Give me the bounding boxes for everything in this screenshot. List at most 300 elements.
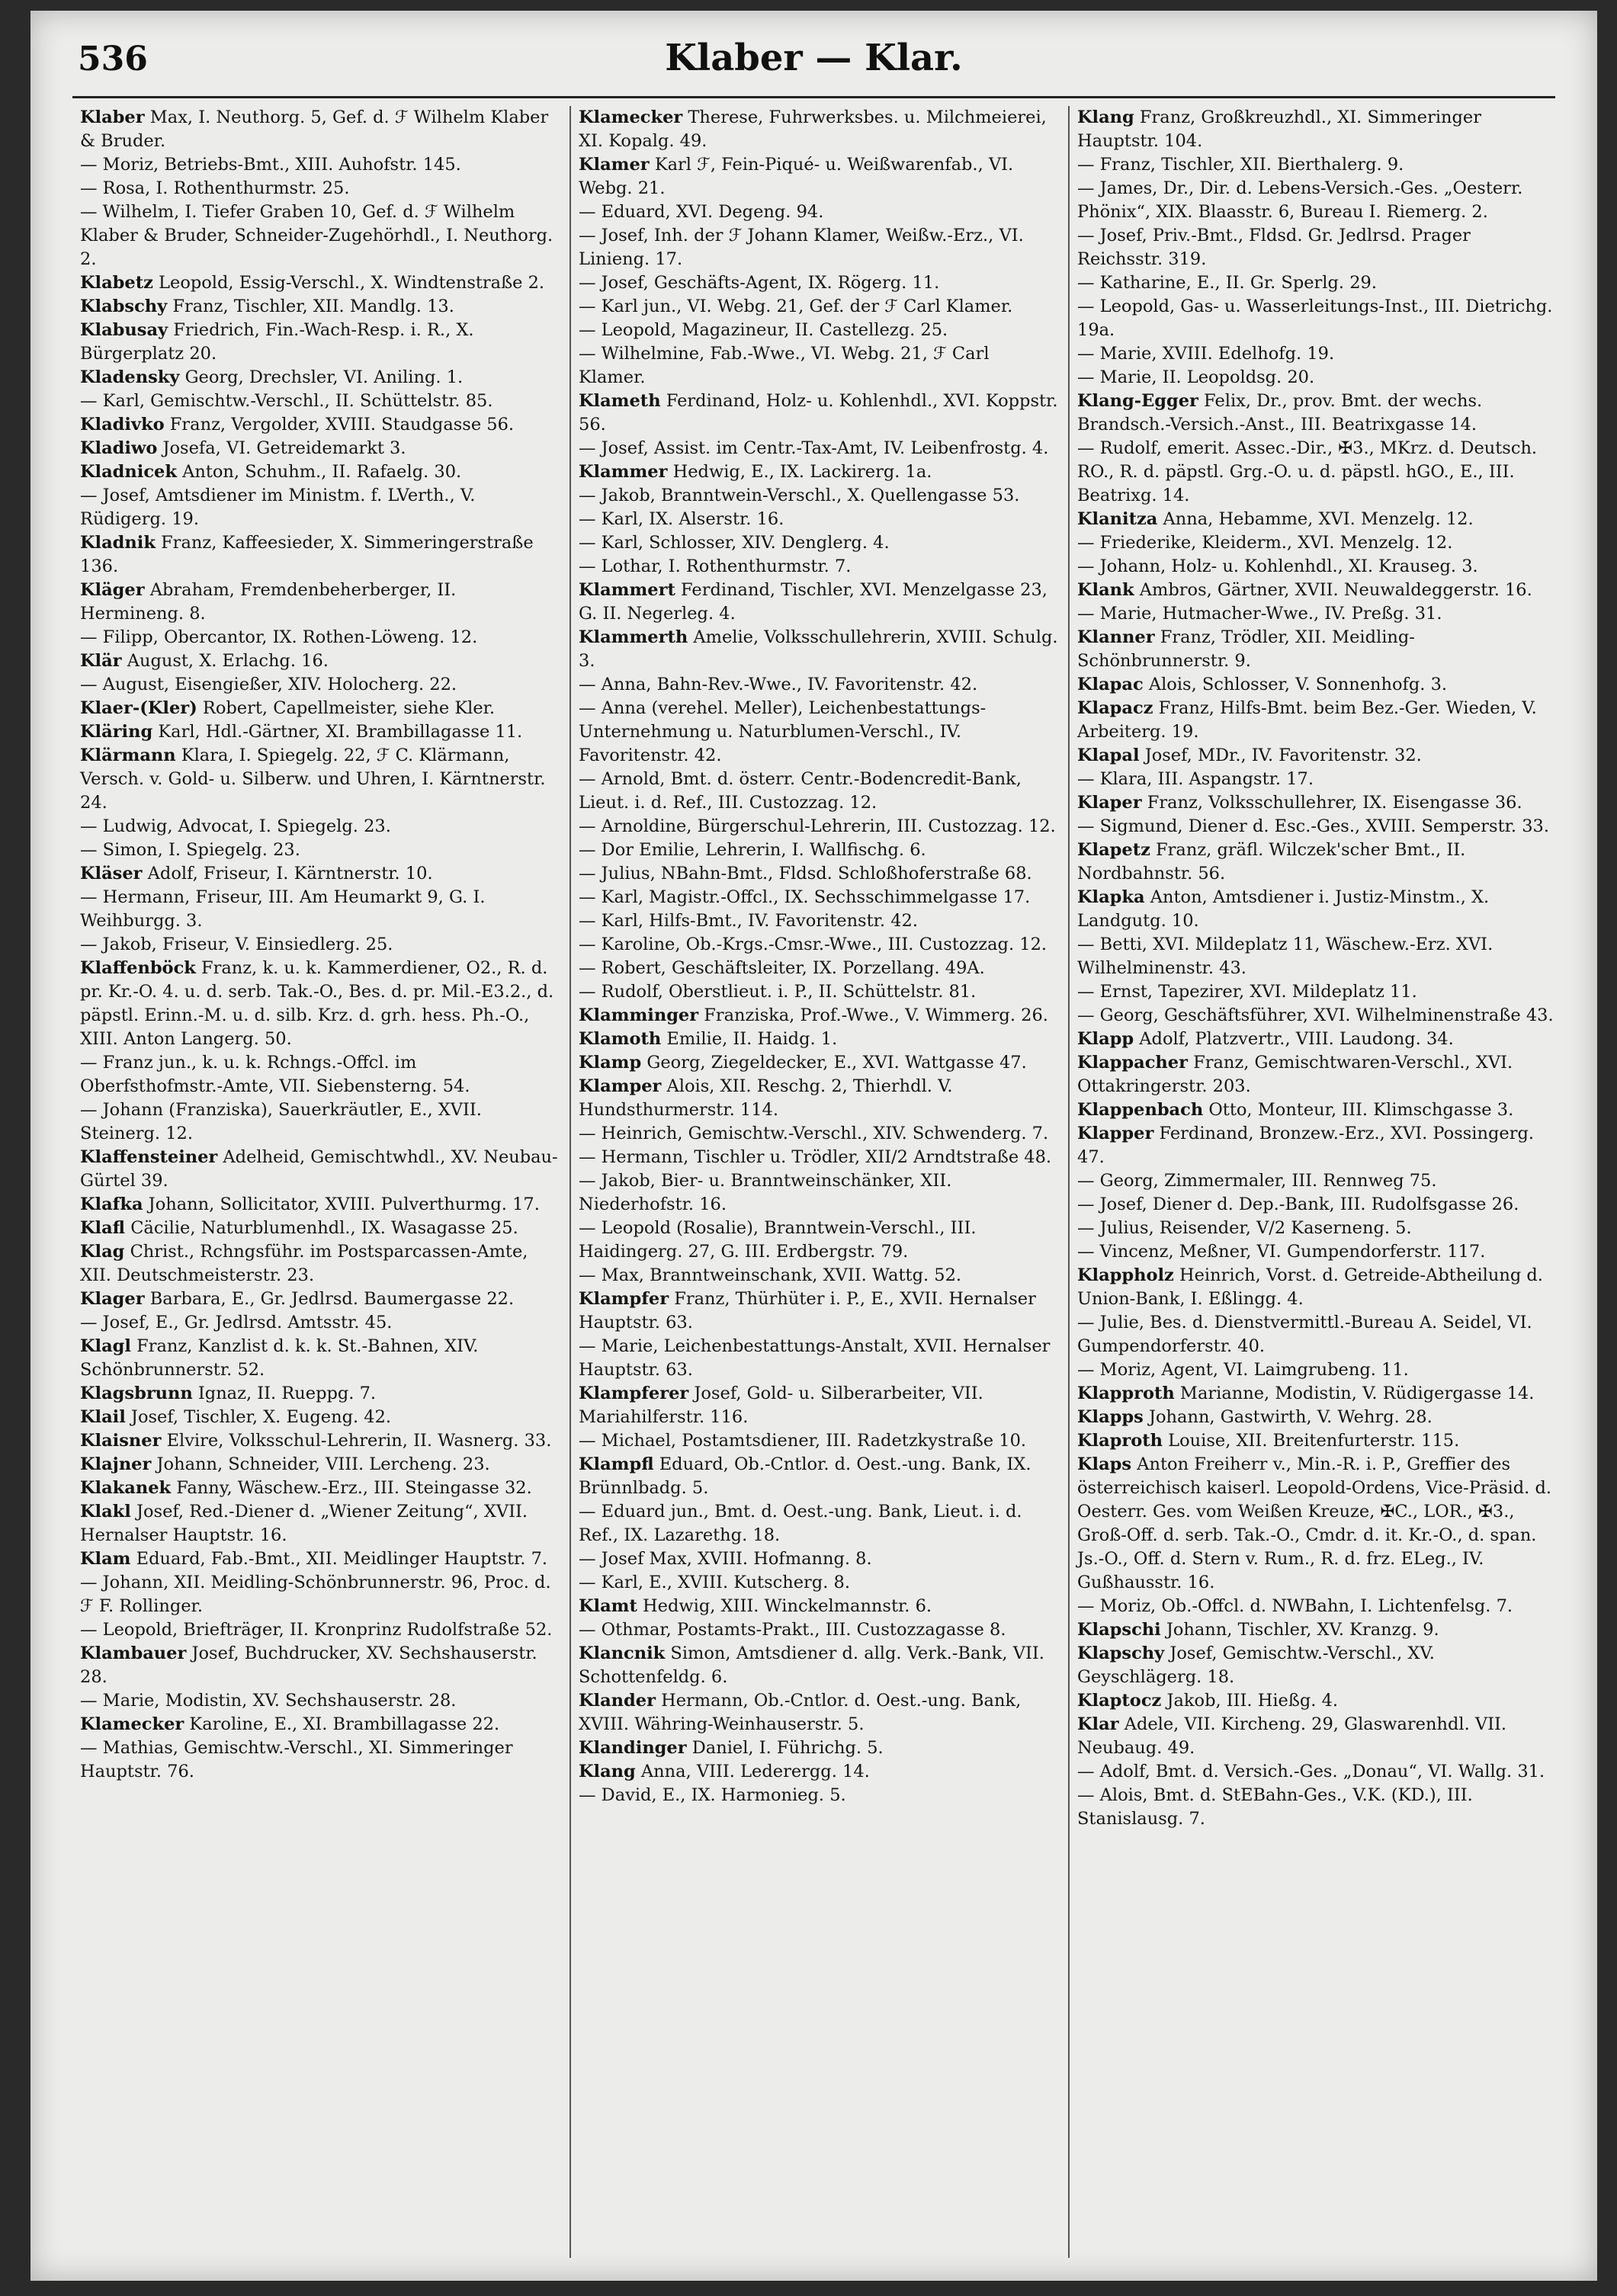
entry-text: — Heinrich, Gemischtw.-Verschl., XIV. Schwenderg. 7. (579, 1124, 1049, 1143)
entry-text: — Johann (Franziska), Sauerkräutler, E., XVII. Steinerg. 12. (80, 1100, 482, 1143)
entry-surname: Klager (80, 1289, 145, 1309)
directory-entry (1077, 1217, 1559, 1240)
directory-entry (80, 1618, 562, 1642)
entry-text: — Julius, Reisender, V/2 Kaserneng. 5. (1077, 1218, 1412, 1238)
entry-text: Josefa, VI. Getreidemarkt 3. (157, 438, 406, 458)
directory-entry (579, 531, 1060, 555)
entry-surname: Klamoth (579, 1029, 662, 1049)
entry-text: — Karl, E., XVIII. Kutscherg. 8. (579, 1573, 850, 1592)
directory-entry (579, 1736, 1060, 1760)
entry-text: — Karl, Schlosser, XIV. Denglerg. 4. (579, 533, 890, 553)
entry-text: Karoline, E., XI. Brambillagasse 22. (184, 1714, 500, 1734)
entry-surname: Klapper (1077, 1124, 1154, 1143)
directory-entry (1077, 1784, 1559, 1831)
directory-entry (80, 933, 562, 957)
entry-text: — Filipp, Obercantor, IX. Rothen-Löweng. 12. (80, 627, 478, 647)
entry-surname: Klank (1077, 580, 1134, 600)
entry-text: — Karl, Gemischtw.-Verschl., II. Schüttelstr. 85. (80, 391, 493, 411)
directory-entry (579, 909, 1060, 933)
entry-text: Josef, Buchdrucker, XV. Sechshauserstr. 28. (80, 1643, 537, 1687)
directory-entry (1077, 744, 1559, 768)
entry-text: Amelie, Volksschullehrerin, XVIII. Schulg. 3. (579, 627, 1058, 671)
entry-surname: Klag (80, 1242, 125, 1262)
entry-text: — Jakob, Friseur, V. Einsiedlerg. 25. (80, 935, 393, 954)
entry-text: Hedwig, E., IX. Lackirerg. 1a. (667, 462, 932, 482)
entry-text: Fanny, Wäschew.-Erz., III. Steingasse 32. (171, 1478, 532, 1498)
directory-entry (1077, 437, 1559, 508)
directory-entry (1077, 1595, 1559, 1618)
directory-entry (579, 437, 1060, 460)
entry-surname: Klamminger (579, 1005, 699, 1025)
directory-entry (1077, 768, 1559, 791)
entry-text: Karl, Hdl.-Gärtner, XI. Brambillagasse 11. (152, 722, 523, 742)
entry-surname: Klaffenböck (80, 958, 196, 978)
page-header (30, 26, 1597, 95)
entry-text: Josef, Gold- u. Silberarbeiter, VII. Mariahilferstr. 116. (579, 1384, 983, 1427)
entry-text: — Simon, I. Spiegelg. 23. (80, 840, 300, 860)
entry-text: Ferdinand, Bronzew.-Erz., XVI. Possingerg. 47. (1077, 1124, 1535, 1167)
entry-text: Anna, VIII. Lederergg. 14. (635, 1762, 870, 1781)
directory-entry (80, 531, 562, 579)
directory-entry (579, 957, 1060, 980)
directory-entry (1077, 791, 1559, 815)
entry-surname: Klajner (80, 1454, 152, 1474)
entry-text: — Adolf, Bmt. d. Versich.-Ges. „Donau“, VI. Wallg. 31. (1077, 1762, 1545, 1781)
entry-text: — Moriz, Betriebs-Bmt., XIII. Auhofstr. 145. (80, 155, 461, 175)
directory-entry (1077, 1453, 1559, 1595)
entry-surname: Klapps (1077, 1407, 1144, 1427)
entry-text: Felix, Dr., prov. Bmt. der wechs. Brandsch.-Versich.-Anst., III. Beatrixgasse 14. (1077, 391, 1483, 435)
entry-surname: Klancnik (579, 1643, 666, 1663)
entry-text: — Moriz, Ob.-Offcl. d. NWBahn, I. Lichtenfelsg. 7. (1077, 1596, 1513, 1616)
entry-text: August, X. Erlachg. 16. (121, 651, 329, 671)
directory-entry (80, 366, 562, 390)
directory-entry (80, 720, 562, 744)
directory-entry (80, 649, 562, 673)
directory-entry (80, 815, 562, 839)
directory-entry (80, 839, 562, 862)
directory-entry (579, 839, 1060, 862)
entry-text: — Marie, II. Leopoldsg. 20. (1077, 367, 1315, 387)
directory-entry (80, 484, 562, 531)
directory-entry (1077, 933, 1559, 980)
entry-surname: Klagsbrunn (80, 1384, 193, 1403)
entry-surname: Kladivko (80, 415, 165, 435)
entry-surname: Klapac (1077, 675, 1144, 694)
entry-surname: Klamecker (80, 1714, 184, 1734)
entry-text: — Othmar, Postamts-Prakt., III. Custozzagasse 8. (579, 1620, 1006, 1640)
directory-entry (1077, 1264, 1559, 1311)
directory-entry (80, 1311, 562, 1335)
entry-text: — Anna, Bahn-Rev.-Wwe., IV. Favoritenstr. 42. (579, 675, 978, 694)
directory-entry (579, 1382, 1060, 1429)
directory-entry (80, 697, 562, 720)
directory-entry (579, 768, 1060, 815)
directory-entry (80, 1689, 562, 1713)
entry-text: — Sigmund, Diener d. Esc.-Ges., XVIII. Semperstr. 33. (1077, 816, 1550, 836)
entry-text: Johann, Tischler, XV. Kranzg. 9. (1160, 1620, 1439, 1640)
directory-entry (579, 673, 1060, 697)
entry-surname: Klameth (579, 391, 661, 411)
entry-text: Adolf, Platzvertr., VIII. Laudong. 34. (1134, 1029, 1454, 1049)
entry-surname: Kladensky (80, 367, 180, 387)
entry-surname: Klapal (1077, 746, 1140, 765)
entry-surname: Klaptocz (1077, 1691, 1162, 1711)
entry-surname: Klamer (579, 155, 650, 175)
entry-text: Josef, Gemischtw.-Verschl., XV. Geyschlägerg. 18. (1077, 1643, 1435, 1687)
directory-entry (579, 1217, 1060, 1264)
entry-surname: Klanitza (1077, 509, 1158, 529)
entry-surname: Kläring (80, 722, 153, 742)
directory-entry (80, 744, 562, 815)
entry-text: — Moriz, Agent, VI. Laimgrubeng. 11. (1077, 1360, 1409, 1380)
directory-entry (80, 1713, 562, 1736)
directory-entry (1077, 531, 1559, 555)
entry-text: Franz, Trödler, XII. Meidling-Schönbrunnerstr. 9. (1077, 627, 1415, 671)
entry-text: Ambros, Gärtner, XVII. Neuwaldeggerstr. 16. (1134, 580, 1532, 600)
entry-surname: Klammert (579, 580, 675, 600)
directory-entry (80, 390, 562, 413)
entry-text: Otto, Monteur, III. Klimschgasse 3. (1203, 1100, 1514, 1120)
directory-entry (579, 555, 1060, 579)
directory-entry (80, 1571, 562, 1618)
entry-surname: Klaffensteiner (80, 1147, 218, 1167)
entry-surname: Klandinger (579, 1738, 687, 1758)
directory-entry (80, 886, 562, 933)
directory-entry (80, 673, 562, 697)
entry-surname: Kläser (80, 864, 143, 883)
entry-text: — Arnoldine, Bürgerschul-Lehrerin, III. Custozzag. 12. (579, 816, 1056, 836)
directory-entry (80, 1193, 562, 1217)
entry-text: Hedwig, XIII. Winckelmannstr. 6. (637, 1596, 932, 1616)
entry-text: — Wilhelm, I. Tiefer Graben 10, Gef. d. ℱ Wilhelm Klaber & Bruder, Schneider-Zugehörhdl., I. Neuthorg. 2. (80, 202, 553, 269)
entry-text: Josef, Red.-Diener d. „Wiener Zeitung“, XVII. Hernalser Hauptstr. 16. (80, 1502, 528, 1545)
directory-entry (80, 1051, 562, 1098)
entry-text: — Marie, Modistin, XV. Sechshauserstr. 28. (80, 1691, 457, 1711)
directory-entry (1077, 1713, 1559, 1760)
column-left (72, 106, 569, 2258)
directory-entry (1077, 886, 1559, 933)
directory-entry (1077, 1028, 1559, 1051)
entry-text: — Dor Emilie, Lehrerin, I. Wallfischg. 6. (579, 840, 926, 860)
entry-text: Simon, Amtsdiener d. allg. Verk.-Bank, VII. Schottenfeldg. 6. (579, 1643, 1044, 1687)
entry-surname: Klakanek (80, 1478, 172, 1498)
entry-text: — Julie, Bes. d. Dienstvermittl.-Bureau A. Seidel, VI. Gumpendorferstr. 40. (1077, 1313, 1532, 1356)
directory-entry (579, 1784, 1060, 1807)
directory-entry (1077, 106, 1559, 153)
directory-entry (80, 1146, 562, 1193)
entry-surname: Klaproth (1077, 1431, 1163, 1451)
directory-entry (80, 1429, 562, 1453)
entry-text: — Marie, Hutmacher-Wwe., IV. Preßg. 31. (1077, 604, 1442, 624)
entry-text: Georg, Drechsler, VI. Aniling. 1. (179, 367, 464, 387)
entry-surname: Kladiwo (80, 438, 158, 458)
entry-surname: Klamt (579, 1596, 637, 1616)
entry-text: Heinrich, Vorst. d. Getreide-Abtheilung d. Union-Bank, I. Eßlingg. 4. (1077, 1265, 1543, 1309)
directory-entry (579, 1642, 1060, 1689)
entry-text: Franz, Kaffeesieder, X. Simmeringerstraße 136. (80, 533, 534, 576)
directory-entry (80, 437, 562, 460)
entry-text: Alois, XII. Reschg. 2, Thierhdl. V. Hundsthurmerstr. 114. (579, 1076, 953, 1120)
entry-text: — Franz, Tischler, XII. Bierthalerg. 9. (1077, 155, 1404, 175)
directory-entry (1077, 1004, 1559, 1028)
entry-surname: Klang-Egger (1077, 391, 1198, 411)
entry-text: Cäcilie, Naturblumenhdl., IX. Wasagasse 25. (125, 1218, 518, 1238)
entry-text: Franz, Großkreuzhdl., XI. Simmeringer Hauptstr. 104. (1077, 107, 1481, 151)
entry-text: — Karl, IX. Alserstr. 16. (579, 509, 784, 529)
directory-entry (1077, 1429, 1559, 1453)
entry-surname: Klamecker (579, 107, 683, 127)
entry-surname: Klappholz (1077, 1265, 1174, 1285)
entry-text: — Georg, Geschäftsführer, XVI. Wilhelminenstraße 43. (1077, 1005, 1554, 1025)
entry-text: Johann, Gastwirth, V. Wehrg. 28. (1143, 1407, 1433, 1427)
entry-text: Friedrich, Fin.-Wach-Resp. i. R., X. Bürgerplatz 20. (80, 320, 474, 364)
entry-text: Franz, k. u. k. Kammerdiener, O2., R. d. pr. Kr.-O. 4. u. d. serb. Tak.-O., Bes. d. pr. Mil.-E3.2., d. päpstl. Erinn.-M. u. d. silb. Krz. d. grh. hess. Ph.-O., XIII. Anton Langerg. 50. (80, 958, 554, 1049)
entry-text: — Katharine, E., II. Gr. Sperlg. 29. (1077, 273, 1377, 293)
entry-surname: Klapschi (1077, 1620, 1161, 1640)
directory-entry (579, 200, 1060, 224)
entry-surname: Klaber (80, 107, 145, 127)
entry-surname: Klaisner (80, 1431, 162, 1451)
entry-text: — Josef, Geschäfts-Agent, IX. Rögerg. 11. (579, 273, 940, 293)
entry-surname: Klang (1077, 107, 1134, 127)
directory-page (30, 11, 1597, 2281)
directory-entry (579, 1618, 1060, 1642)
directory-entry (80, 1217, 562, 1240)
entry-surname: Klamp (579, 1053, 642, 1073)
directory-entry (80, 460, 562, 484)
entry-text: — James, Dr., Dir. d. Lebens-Versich.-Ges. „Oesterr. Phönix“, XIX. Blaasstr. 6, Bureau I. Riemerg. 2. (1077, 178, 1523, 222)
entry-text: Johann, Schneider, VIII. Lercheng. 23. (151, 1454, 490, 1474)
directory-entry (1077, 271, 1559, 295)
entry-text: — Friederike, Kleiderm., XVI. Menzelg. 12. (1077, 533, 1453, 553)
running-title: Klaber — Klar. (665, 37, 963, 79)
entry-text: Adelheid, Gemischtwhdl., XV. Neubau-Gürtel 39. (80, 1147, 558, 1191)
directory-entry (1077, 1642, 1559, 1689)
entry-surname: Klabschy (80, 297, 168, 316)
directory-entry (80, 626, 562, 649)
directory-entry (579, 815, 1060, 839)
entry-text: — Robert, Geschäftsleiter, IX. Porzellang. 49A. (579, 958, 985, 978)
directory-entry (1077, 673, 1559, 697)
directory-entry (1077, 1382, 1559, 1406)
entry-surname: Klampfl (579, 1454, 654, 1474)
entry-text: Adolf, Friseur, I. Kärntnerstr. 10. (142, 864, 433, 883)
directory-entry (1077, 1169, 1559, 1193)
directory-entry (1077, 1051, 1559, 1098)
entry-text: — Ernst, Tapezirer, XVI. Mildeplatz 11. (1077, 982, 1417, 1002)
entry-text: — Josef, Diener d. Dep.-Bank, III. Rudolfsgasse 26. (1077, 1194, 1519, 1214)
entry-text: Franz, Thürhüter i. P., E., XVII. Hernalser Hauptstr. 63. (579, 1289, 1036, 1332)
directory-entry (1077, 1098, 1559, 1122)
page-number: 536 (78, 40, 148, 79)
directory-entry (1077, 177, 1559, 224)
directory-entry (1077, 1358, 1559, 1382)
entry-text: — Johann, XII. Meidling-Schönbrunnerstr. 96, Proc. d. ℱ F. Rollinger. (80, 1573, 551, 1616)
entry-text: — Jakob, Branntwein-Verschl., X. Quellengasse 53. (579, 486, 1020, 505)
directory-entry (1077, 1240, 1559, 1264)
entry-text: — Eduard jun., Bmt. d. Oest.-ung. Bank, Lieut. i. d. Ref., IX. Lazarethg. 18. (579, 1502, 1022, 1545)
entry-text: Louise, XII. Breitenfurterstr. 115. (1163, 1431, 1460, 1451)
entry-text: Anton Freiherr v., Min.-R. i. P., Greffier des österreichisch kaiserl. Leopold-Ordens, Vice-Präsid. d. Oesterr. Ges. vom Weißen Kreuze, ✠C., LOR., ✠3., Groß-Off. d. serb. Tak.-O., Cmdr. d. it. Kr.-O., d. span. Js.-O., Off. d. Stern v. Rum., R. d. frz. ELeg., IV. Gußhausstr. 16. (1077, 1454, 1552, 1592)
directory-entry (579, 1264, 1060, 1287)
entry-text: Eduard, Ob.-Cntlor. d. Oest.-ung. Bank, IX. Brünnlbadg. 5. (579, 1454, 1031, 1498)
entry-text: — Rosa, I. Rothenthurmstr. 25. (80, 178, 350, 198)
directory-entry (80, 271, 562, 295)
entry-text: Leopold, Essig-Verschl., X. Windtenstraße 2. (152, 273, 545, 293)
directory-entry (1077, 366, 1559, 390)
entry-surname: Klapetz (1077, 840, 1150, 860)
entry-text: — Wilhelmine, Fab.-Wwe., VI. Webg. 21, ℱ Carl Klamer. (579, 344, 990, 387)
entry-surname: Klappenbach (1077, 1100, 1204, 1120)
entry-text: Barbara, E., Gr. Jedlrsd. Baumergasse 22. (144, 1289, 515, 1309)
entry-text: Therese, Fuhrwerksbes. u. Milchmeierei, XI. Kopalg. 49. (579, 107, 1047, 151)
directory-entry (579, 1760, 1060, 1784)
entry-text: — Marie, XVIII. Edelhofg. 19. (1077, 344, 1335, 364)
directory-entry (80, 1406, 562, 1429)
column-middle (569, 106, 1068, 2258)
entry-surname: Klampferer (579, 1384, 689, 1403)
directory-entry (1077, 1193, 1559, 1217)
entry-text: Georg, Ziegeldecker, E., XVI. Wattgasse 47. (641, 1053, 1027, 1073)
entry-surname: Klanner (1077, 627, 1155, 647)
directory-entry (579, 153, 1060, 200)
directory-entry (579, 295, 1060, 319)
entry-text: — Josef, Assist. im Centr.-Tax-Amt, IV. Leibenfrostg. 4. (579, 438, 1049, 458)
directory-entry (80, 1500, 562, 1547)
entry-text: — Leopold (Rosalie), Branntwein-Verschl., III. Haidingerg. 27, G. III. Erdbergstr. 79. (579, 1218, 977, 1262)
directory-entry (80, 1736, 562, 1784)
entry-text: Abraham, Fremdenbeherberger, II. Hermineng. 8. (80, 580, 457, 624)
entry-text: — Lothar, I. Rothenthurmstr. 7. (579, 556, 852, 576)
entry-text: Anton, Amtsdiener i. Justiz-Minstm., X. Landgutg. 10. (1077, 887, 1490, 931)
entry-text: Hermann, Ob.-Cntlor. d. Oest.-ung. Bank, XVIII. Währing-Weinhauserstr. 5. (579, 1691, 1022, 1734)
directory-entry (579, 1689, 1060, 1736)
directory-entry (1077, 295, 1559, 342)
entry-surname: Klampfer (579, 1289, 669, 1309)
entry-surname: Klär (80, 651, 122, 671)
directory-entry (80, 862, 562, 886)
directory-entry (80, 1240, 562, 1287)
entry-text: Marianne, Modistin, V. Rüdigergasse 14. (1174, 1384, 1535, 1403)
directory-entry (80, 295, 562, 319)
directory-entry (1077, 153, 1559, 177)
entry-surname: Klagl (80, 1336, 131, 1356)
directory-entry (1077, 980, 1559, 1004)
directory-entry (80, 319, 562, 366)
entry-text: — Vincenz, Meßner, VI. Gumpendorferstr. 117. (1077, 1242, 1486, 1262)
directory-entry (579, 508, 1060, 531)
header-rule (72, 96, 1555, 98)
entry-text: — August, Eisengießer, XIV. Holocherg. 22. (80, 675, 457, 694)
entry-text: Anton, Schuhm., II. Rafaelg. 30. (176, 462, 462, 482)
directory-entry (579, 484, 1060, 508)
entry-surname: Klapschy (1077, 1643, 1165, 1663)
entry-text: — Leopold, Gas- u. Wasserleitungs-Inst., III. Dietrichg. 19a. (1077, 297, 1553, 340)
entry-surname: Klafl (80, 1218, 126, 1238)
entry-text: — Josef, E., Gr. Jedlrsd. Amtsstr. 45. (80, 1313, 393, 1332)
entry-text: — Josef, Priv.-Bmt., Fldsd. Gr. Jedlrsd. Prager Reichsstr. 319. (1077, 226, 1471, 269)
entry-text: — Josef, Inh. der ℱ Johann Klamer, Weißw.-Erz., VI. Linieng. 17. (579, 226, 1024, 269)
directory-entry (1077, 815, 1559, 839)
entry-surname: Klabetz (80, 273, 153, 293)
directory-entry (1077, 1689, 1559, 1713)
entry-surname: Klar (1077, 1714, 1119, 1734)
entry-surname: Kläger (80, 580, 145, 600)
entry-text: — Josef Max, XVIII. Hofmanng. 8. (579, 1549, 872, 1569)
directory-entry (579, 862, 1060, 886)
directory-entry (579, 319, 1060, 342)
entry-text: — Klara, III. Aspangstr. 17. (1077, 769, 1314, 789)
directory-entry (579, 1595, 1060, 1618)
directory-entry (80, 106, 562, 153)
directory-entry (80, 200, 562, 271)
directory-entry (80, 1477, 562, 1500)
directory-entry (579, 460, 1060, 484)
entry-text: Josef, Tischler, X. Eugeng. 42. (125, 1407, 392, 1427)
entry-text: Robert, Capellmeister, siehe Kler. (197, 698, 496, 718)
entry-text: Johann, Sollicitator, XVIII. Pulverthurmg. 17. (143, 1194, 540, 1214)
entry-text: Elvire, Volksschul-Lehrerin, II. Wasnerg. 33. (161, 1431, 552, 1451)
entry-surname: Klail (80, 1407, 126, 1427)
directory-entry (1077, 1406, 1559, 1429)
entry-text: Alois, Schlosser, V. Sonnenhofg. 3. (1143, 675, 1448, 694)
entry-surname: Klappacher (1077, 1053, 1188, 1073)
entry-text: — Julius, NBahn-Bmt., Fldsd. Schloßhoferstraße 68. (579, 864, 1032, 883)
directory-entry (1077, 626, 1559, 673)
entry-surname: Klapka (1077, 887, 1145, 907)
directory-entry (579, 1051, 1060, 1075)
entry-text: — Arnold, Bmt. d. österr. Centr.-Bodencredit-Bank, Lieut. i. d. Ref., III. Custozzag. 12. (579, 769, 1022, 813)
directory-entry (80, 957, 562, 1051)
entry-text: Jakob, III. Hießg. 4. (1161, 1691, 1339, 1711)
entry-text: — Leopold, Briefträger, II. Kronprinz Rudolfstraße 52. (80, 1620, 553, 1640)
entry-text: — Ludwig, Advocat, I. Spiegelg. 23. (80, 816, 391, 836)
entry-text: Adele, VII. Kircheng. 29, Glaswarenhdl. VII. Neubaug. 49. (1077, 1714, 1507, 1758)
directory-columns (72, 106, 1567, 2258)
directory-entry (80, 1335, 562, 1382)
entry-text: — Betti, XVI. Mildeplatz 11, Wäschew.-Erz. XVI. Wilhelminenstr. 43. (1077, 935, 1493, 978)
directory-entry (1077, 390, 1559, 437)
entry-surname: Klambauer (80, 1643, 187, 1663)
entry-text: — Marie, Leichenbestattungs-Anstalt, XVII. Hernalser Hauptstr. 63. (579, 1336, 1051, 1380)
entry-text: Franziska, Prof.-Wwe., V. Wimmerg. 26. (698, 1005, 1048, 1025)
directory-entry (579, 106, 1060, 153)
directory-entry (1077, 508, 1559, 531)
entry-text: Max, I. Neuthorg. 5, Gef. d. ℱ Wilhelm Klaber & Bruder. (80, 107, 549, 151)
directory-entry (1077, 1618, 1559, 1642)
entry-text: Franz, Hilfs-Bmt. beim Bez.-Ger. Wieden, V. Arbeiterg. 19. (1077, 698, 1537, 742)
entry-text: Christ., Rchngsführ. im Postsparcassen-Amte, XII. Deutschmeisterstr. 23. (80, 1242, 528, 1285)
entry-text: — Georg, Zimmermaler, III. Rennweg 75. (1077, 1171, 1437, 1191)
entry-text: Ignaz, II. Rueppg. 7. (192, 1384, 377, 1403)
directory-entry (579, 1547, 1060, 1571)
directory-entry (579, 1335, 1060, 1382)
entry-surname: Klabusay (80, 320, 168, 340)
entry-text: — Josef, Amtsdiener im Ministm. f. LVerth., V. Rüdigerg. 19. (80, 486, 476, 529)
directory-entry (579, 1571, 1060, 1595)
entry-surname: Klam (80, 1549, 131, 1569)
directory-entry (1077, 839, 1559, 886)
directory-entry (80, 1453, 562, 1477)
directory-entry (579, 1169, 1060, 1217)
entry-text: — Franz jun., k. u. k. Rchngs.-Offcl. im Oberfsthofmstr.-Amte, VII. Siebensterng. 54. (80, 1053, 470, 1096)
entry-surname: Klang (579, 1762, 636, 1781)
entry-text: — Karl, Hilfs-Bmt., IV. Favoritenstr. 42. (579, 911, 919, 931)
directory-entry (80, 1547, 562, 1571)
directory-entry (80, 413, 562, 437)
entry-text: — Karl, Magistr.-Offcl., IX. Sechsschimmelgasse 17. (579, 887, 1031, 907)
